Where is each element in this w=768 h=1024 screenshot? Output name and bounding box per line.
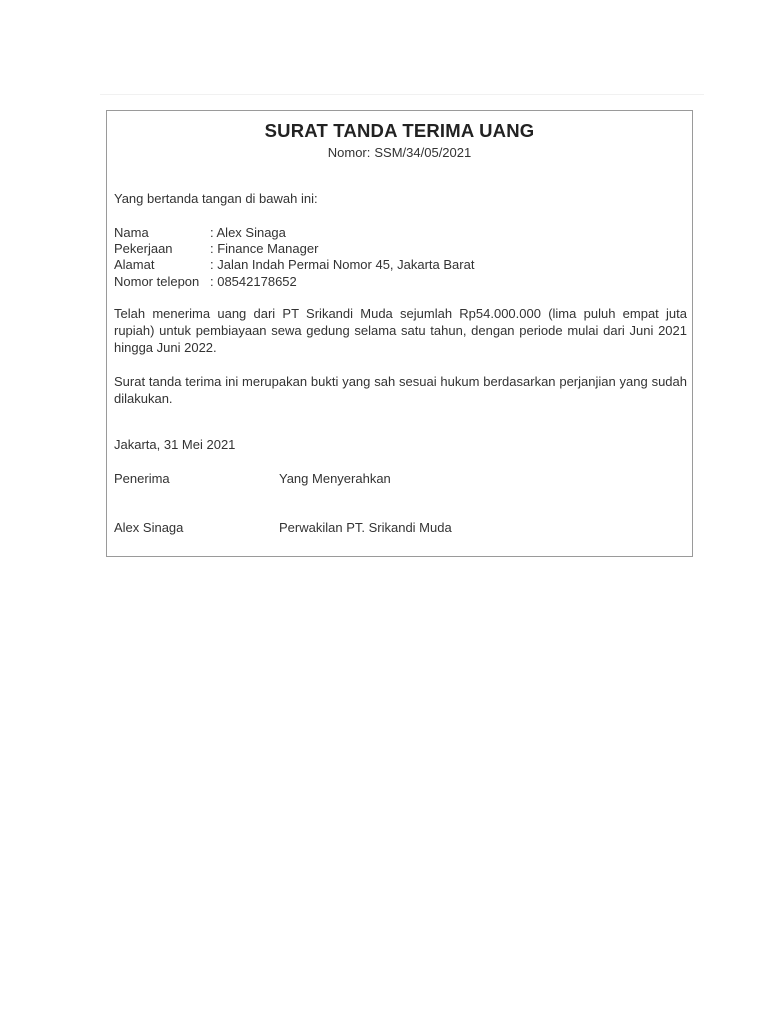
validity-paragraph: Surat tanda terima ini merupakan bukti yang sah sesuai hukum berdasarkan perjanjian yang sudah dilakukan. xyxy=(114,374,687,406)
field-label-pekerjaan: Pekerjaan xyxy=(114,241,173,256)
giver-role-label: Yang Menyerahkan xyxy=(279,471,391,486)
document-number-label: Nomor: xyxy=(327,145,371,160)
field-value-pekerjaan: : Finance Manager xyxy=(210,241,319,256)
receipt-statement-paragraph: Telah menerima uang dari PT Srikandi Muda sejumlah Rp54.000.000 (lima puluh empat juta rupiah) untuk pembiayaan sewa gedung selama satu tahun, dengan periode mulai dari Juni 2021 hingga Juni 2022. xyxy=(114,306,687,355)
page-top-divider xyxy=(100,94,704,95)
receiver-role-label: Penerima xyxy=(114,471,170,486)
field-value-nama: : Alex Sinaga xyxy=(210,225,286,240)
receiver-name: Alex Sinaga xyxy=(114,520,184,535)
field-value-telepon: : 08542178652 xyxy=(210,274,297,289)
receipt-document xyxy=(106,110,693,557)
intro-text: Yang bertanda tangan di bawah ini: xyxy=(114,191,318,206)
field-value-alamat: : Jalan Indah Permai Nomor 45, Jakarta Barat xyxy=(210,257,475,272)
place-date: Jakarta, 31 Mei 2021 xyxy=(114,437,236,452)
document-title: SURAT TANDA TERIMA UANG xyxy=(264,120,535,141)
document-number xyxy=(107,145,692,160)
field-label-nama: Nama xyxy=(114,225,149,240)
field-label-telepon: Nomor telepon xyxy=(114,274,200,289)
field-label-alamat: Alamat xyxy=(114,257,155,272)
giver-name: Perwakilan PT. Srikandi Muda xyxy=(279,520,452,535)
document-number-value: SSM/34/05/2021 xyxy=(374,145,472,160)
